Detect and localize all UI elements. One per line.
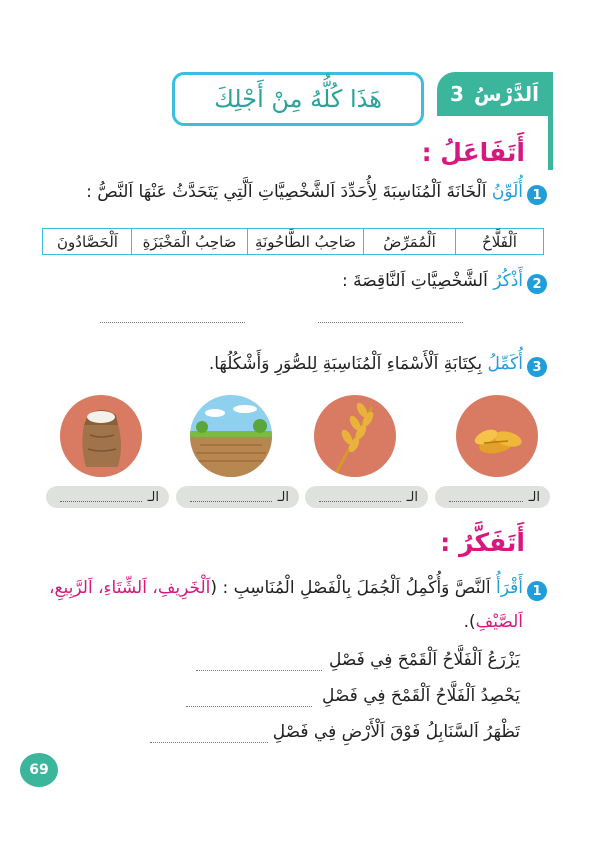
question-close: ). (463, 612, 476, 632)
picture-answer-field[interactable] (46, 486, 169, 508)
table-cell[interactable]: صَاحِبُ الطَّاحُونَةِ (247, 229, 363, 254)
lesson-title: هَذَا كُلُّهُ مِنْ أَجْلِكَ (214, 85, 382, 113)
question-number: 3 (527, 357, 547, 377)
flour-sack-icon (60, 395, 142, 477)
picture-answer-field[interactable] (176, 486, 299, 508)
question-1-text (49, 578, 523, 598)
answer-prefix: الـ (277, 489, 289, 505)
answer-line[interactable] (196, 670, 322, 671)
section-title-think: أَتَفَكَّرُ : (440, 528, 525, 557)
characters-table (42, 228, 544, 255)
lesson-title-box (172, 72, 424, 126)
sentence-1: يَزْرَعُ اَلْفَلَّاحُ اَلْقَمْحَ فِي فَصْلِ (328, 650, 520, 670)
question-verb: أَقْرَأُ (496, 578, 523, 598)
page-number: 69 (20, 753, 58, 787)
field-icon (190, 395, 272, 477)
table-cell[interactable]: اَلْمُمَرِّضُ (363, 229, 455, 254)
question-body: اَلْخَانَةَ اَلْمُنَاسِبَةَ لِأُحَدِّدَ اَلشَّخْصِيَّاتِ اَلَّتِي يَتَحَدَّثُ عَنْهَا اَلنَّصُّ : (86, 182, 492, 202)
question-body: بِكِتَابَةِ اَلْأَسْمَاءِ اَلْمُنَاسِبَةِ لِلصُّوَرِ وَأَشْكُلُهَا. (208, 354, 488, 374)
question-number: 1 (527, 185, 547, 205)
answer-prefix: الـ (528, 489, 540, 505)
answer-line[interactable] (150, 742, 268, 743)
answer-prefix: الـ (147, 489, 159, 505)
section-title-interact: أَتَفَاعَلُ : (421, 138, 525, 167)
question-body: اَلشَّخْصِيَّاتِ اَلنَّاقِصَةَ : (341, 271, 494, 291)
grain-pile-icon (456, 395, 538, 477)
picture-answer-field[interactable] (305, 486, 428, 508)
question-verb: أُكَمِّلُ (487, 354, 523, 374)
sentence-3: تَظْهَرُ اَلسَّنَابِلُ فَوْقَ اَلْأَرْضِ فِي فَصْلِ (272, 722, 520, 742)
question-2-text (342, 271, 523, 291)
table-cell[interactable]: اَلْفَلَّاحُ (455, 229, 543, 254)
question-body: اَلنَّصَّ وَأُكْمِلُ اَلْجُمَلَ بِالْفَصْلِ الْمُنَاسِبِ : ( (210, 578, 497, 598)
season-options: اَلْخَرِيفِ، اَلشِّتَاءِ، اَلرَّبِيعِ، (48, 578, 211, 598)
answer-line[interactable] (100, 322, 245, 323)
picture-answer-field[interactable] (435, 486, 550, 508)
answer-line[interactable] (186, 706, 312, 707)
lesson-tab (437, 72, 552, 116)
sentence-2: يَحْصِدُ اَلْفَلَّاحُ اَلْقَمْحَ فِي فَصْلِ (322, 686, 520, 706)
question-verb: أُلَوِّنُ (491, 182, 523, 202)
wheat-stalk-icon (314, 395, 396, 477)
answer-line[interactable] (318, 322, 463, 323)
answer-prefix: الـ (406, 489, 418, 505)
table-cell[interactable]: اَلْحَصَّادُونَ (57, 232, 118, 251)
lesson-label: اَلدَّرْسُ (473, 82, 539, 106)
question-number: 2 (527, 274, 547, 294)
lesson-side-bar (548, 72, 553, 170)
question-1-text-continued (464, 612, 523, 632)
season-option-summer: اَلصَّيْفِ (475, 612, 523, 632)
question-1-text (86, 182, 523, 202)
table-cell[interactable]: صَاحِبُ الْمَخْبَزَةِ (131, 229, 247, 254)
question-verb: أَذْكُرُ (493, 271, 523, 291)
question-3-text (209, 354, 523, 374)
lesson-number: 3 (450, 82, 464, 106)
question-number: 1 (527, 581, 547, 601)
